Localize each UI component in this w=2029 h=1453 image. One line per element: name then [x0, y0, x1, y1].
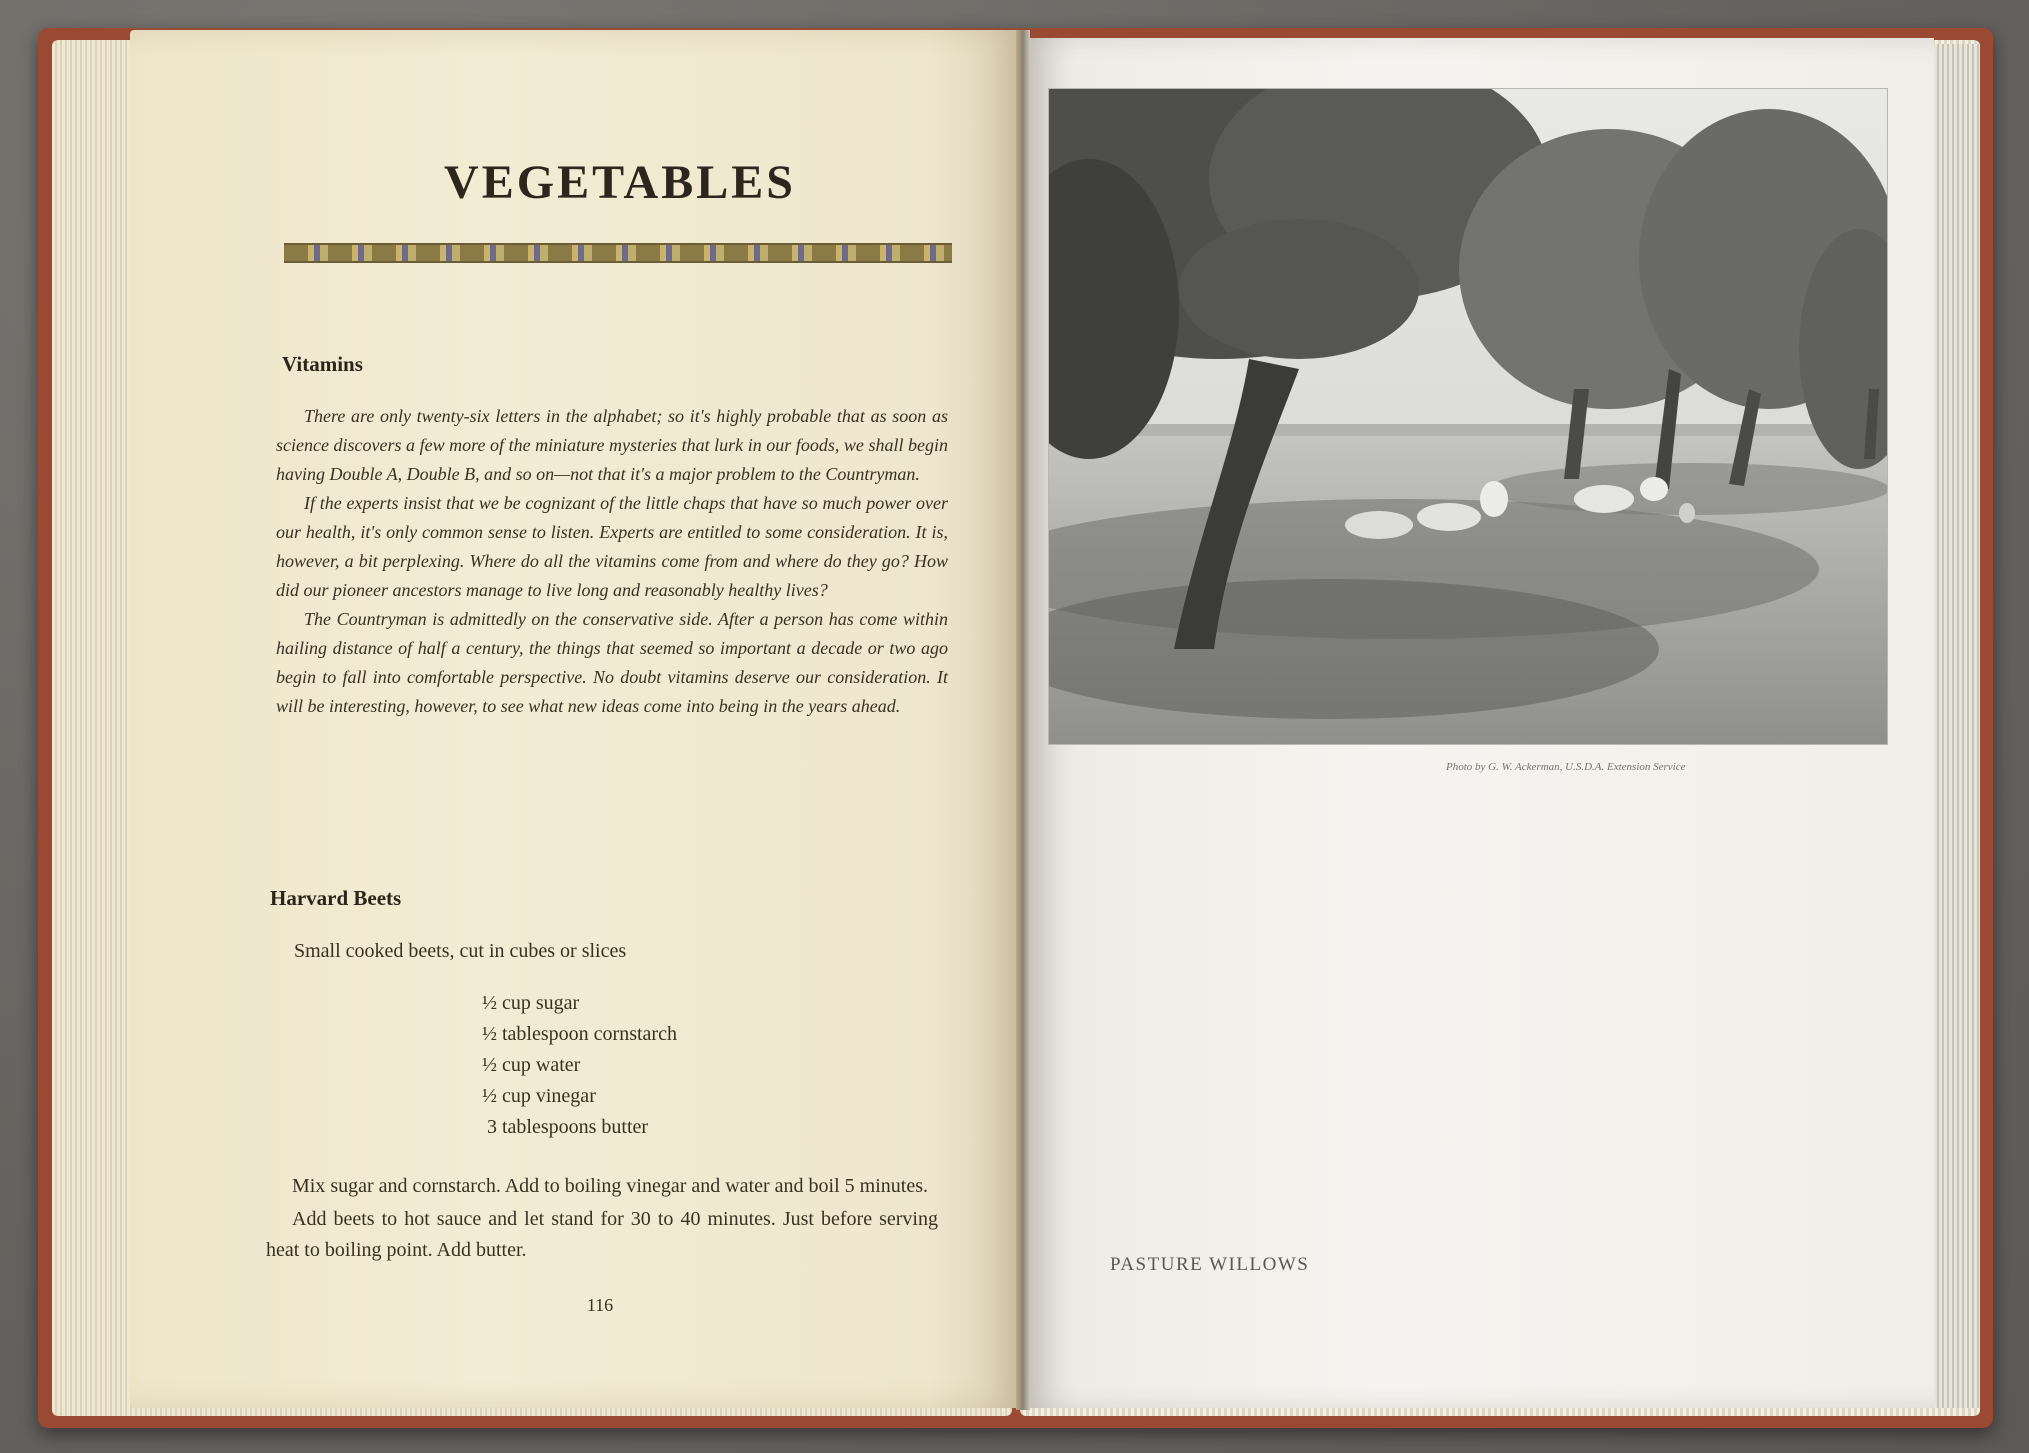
paragraph: The Countryman is admittedly on the conservative side. After a person has come within hailing distance of half a century, the things that seemed so important a decade or two ago begin to fall into comfortable perspective. No doubt vitamins deserve our consideration. It will be interesting, however, to see what new ideas come into being in the years ahead.	[276, 609, 948, 716]
book-gutter	[1016, 30, 1030, 1410]
photo-credit: Photo by G. W. Ackerman, U.S.D.A. Extension Service	[1446, 761, 1686, 773]
ingredient-item: ½ cup vinegar	[482, 1085, 596, 1107]
recipe-intro: Small cooked beets, cut in cubes or slices	[294, 940, 627, 962]
page-number: 116	[586, 1295, 614, 1315]
decorative-border	[284, 243, 952, 263]
method-step: Add beets to hot sauce and let stand for 30 to 40 minutes. Just before serving heat to boiling point. Add butter.	[266, 1208, 938, 1261]
ingredient-item: ½ cup water	[482, 1054, 581, 1076]
right-page-fore-edge	[1934, 44, 1980, 1408]
ingredient-item: ½ cup sugar	[482, 992, 580, 1014]
vitamins-text	[276, 402, 948, 721]
section-heading-vitamins: Vitamins	[282, 352, 363, 376]
method-step: Mix sugar and cornstarch. Add to boiling vinegar and water and boil 5 minutes.	[292, 1175, 928, 1197]
paragraph: If the experts insist that we be cognizant of the little chaps that have so much power over our health, it's only common sense to listen. Experts are entitled to some consideration. It is, however, a bit perplexing. Where do all the vitamins come from and where do they go? How did our pioneer ancestors manage to live long and reasonably healthy lives?	[276, 493, 948, 600]
section-heading-harvard-beets: Harvard Beets	[270, 886, 402, 910]
ingredient-list	[482, 988, 677, 1143]
recipe-method	[266, 1171, 938, 1268]
photo-caption: PASTURE WILLOWS	[1110, 1254, 1310, 1275]
paragraph: There are only twenty-six letters in the alphabet; so it's highly probable that as soon as science discovers a few more of the miniature mysteries that lurk in our foods, we shall begin having Double A, Double B, and so on—not that it's a major problem to the Countryman.	[276, 406, 948, 484]
page-title: VEGETABLES	[444, 156, 796, 209]
ingredient-item: 3 tablespoons butter	[482, 1116, 649, 1138]
ingredient-item: ½ tablespoon cornstarch	[482, 1023, 677, 1045]
pasture-willows-photo	[1048, 88, 1888, 745]
